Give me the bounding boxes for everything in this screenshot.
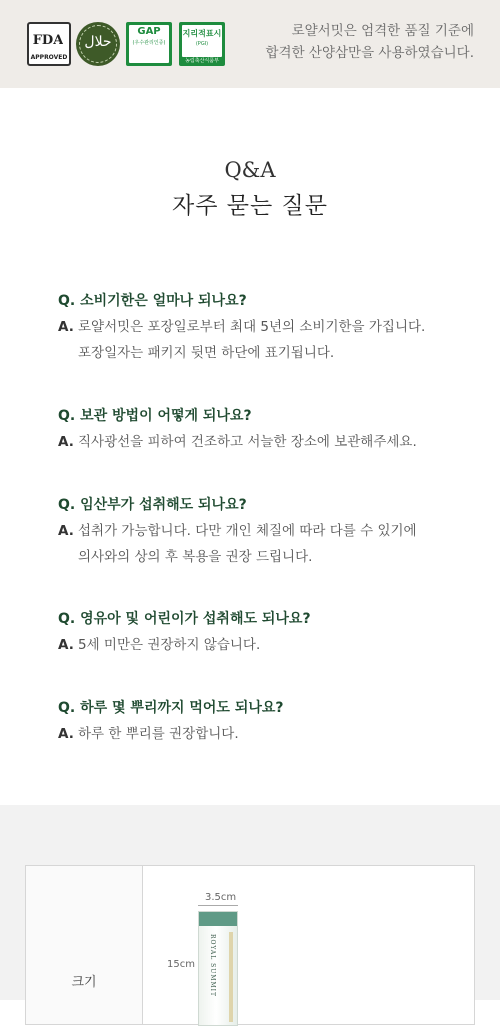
answer-line: 하루 한 뿌리를 권장합니다. [78,726,239,742]
gap-foot: 농림축산식품부 [132,58,166,64]
answer-line: 로얄서밋은 포장일로부터 최대 5년의 소비기한을 가집니다. [78,319,426,335]
faq-answer [58,314,478,366]
product-package-image [198,911,238,1026]
width-dimension: 3.5cm [205,892,237,903]
gap-certification-badge [126,22,172,66]
spec-table [25,865,475,1025]
answer-prefix: A. [58,434,74,450]
faq-answer [58,518,478,570]
faq-answer [58,721,478,747]
pgi-certification-badge [179,22,225,66]
faq-answer [58,632,478,658]
pgi-foot: 농림축산식품부 [185,58,219,64]
answer-prefix: A. [58,319,74,335]
faq-item [58,288,478,366]
quality-statement-line1: 로얄서밋은 엄격한 품질 기준에 [291,23,474,39]
answer-line: 5세 미만은 권장하지 않습니다. [78,637,261,653]
top-banner [0,0,500,88]
halal-glyph-icon: حلال [84,34,112,50]
answer-prefix: A. [58,523,74,539]
faq-item [58,492,478,570]
faq-question: Q. 영유아 및 어린이가 섭취해도 되나요? [58,611,311,627]
qa-subtitle: 자주 묻는 질문 [172,193,328,219]
package-brand-mark: ROYAL SUMMIT [209,934,216,997]
faq-question: Q. 소비기한은 얼마나 되나요? [58,293,247,309]
answer-line: 포장일자는 패키지 뒷면 하단에 표기됩니다. [78,345,335,361]
answer-line: 의사와의 상의 후 복용을 권장 드립니다. [78,549,313,565]
width-dimension-line [198,905,238,906]
pgi-sub: (PGI) [195,41,209,47]
faq-question: Q. 임산부가 섭취해도 되나요? [58,497,247,513]
faq-item [58,606,478,658]
faq-question: Q. 보관 방법이 어떻게 되나요? [58,408,252,424]
product-spec-section [0,805,500,1000]
pgi-title: 지리적표시 [182,29,222,38]
gap-sub: (우수관리인증) [132,40,166,46]
size-label: 크기 [71,975,97,990]
fda-sub-label: APPROVED [30,54,68,61]
faq-question: Q. 하루 몇 뿌리까지 먹어도 되나요? [58,700,284,716]
faq-item [58,695,478,747]
halal-badge [76,22,120,66]
qa-heading [0,155,500,223]
spec-value-cell [143,866,474,1024]
answer-line: 직사광선을 피하여 건조하고 서늘한 장소에 보관해주세요. [78,434,417,450]
quality-statement [266,20,475,64]
svg-text:FDA: FDA [33,33,63,48]
gap-title: GAP [137,26,161,37]
height-dimension: 15cm [167,959,195,970]
quality-statement-line2: 합격한 산양삼만을 사용하였습니다. [265,45,474,61]
faq-answer [58,429,478,455]
answer-prefix: A. [58,726,74,742]
qa-title: Q&A [224,158,276,182]
fda-logo-icon [33,29,63,49]
fda-approved-badge [27,22,71,66]
faq-item [58,403,478,455]
answer-prefix: A. [58,637,74,653]
answer-line: 섭취가 가능합니다. 다만 개인 체질에 따라 다를 수 있기에 [78,523,417,539]
spec-label-cell [26,866,143,1024]
